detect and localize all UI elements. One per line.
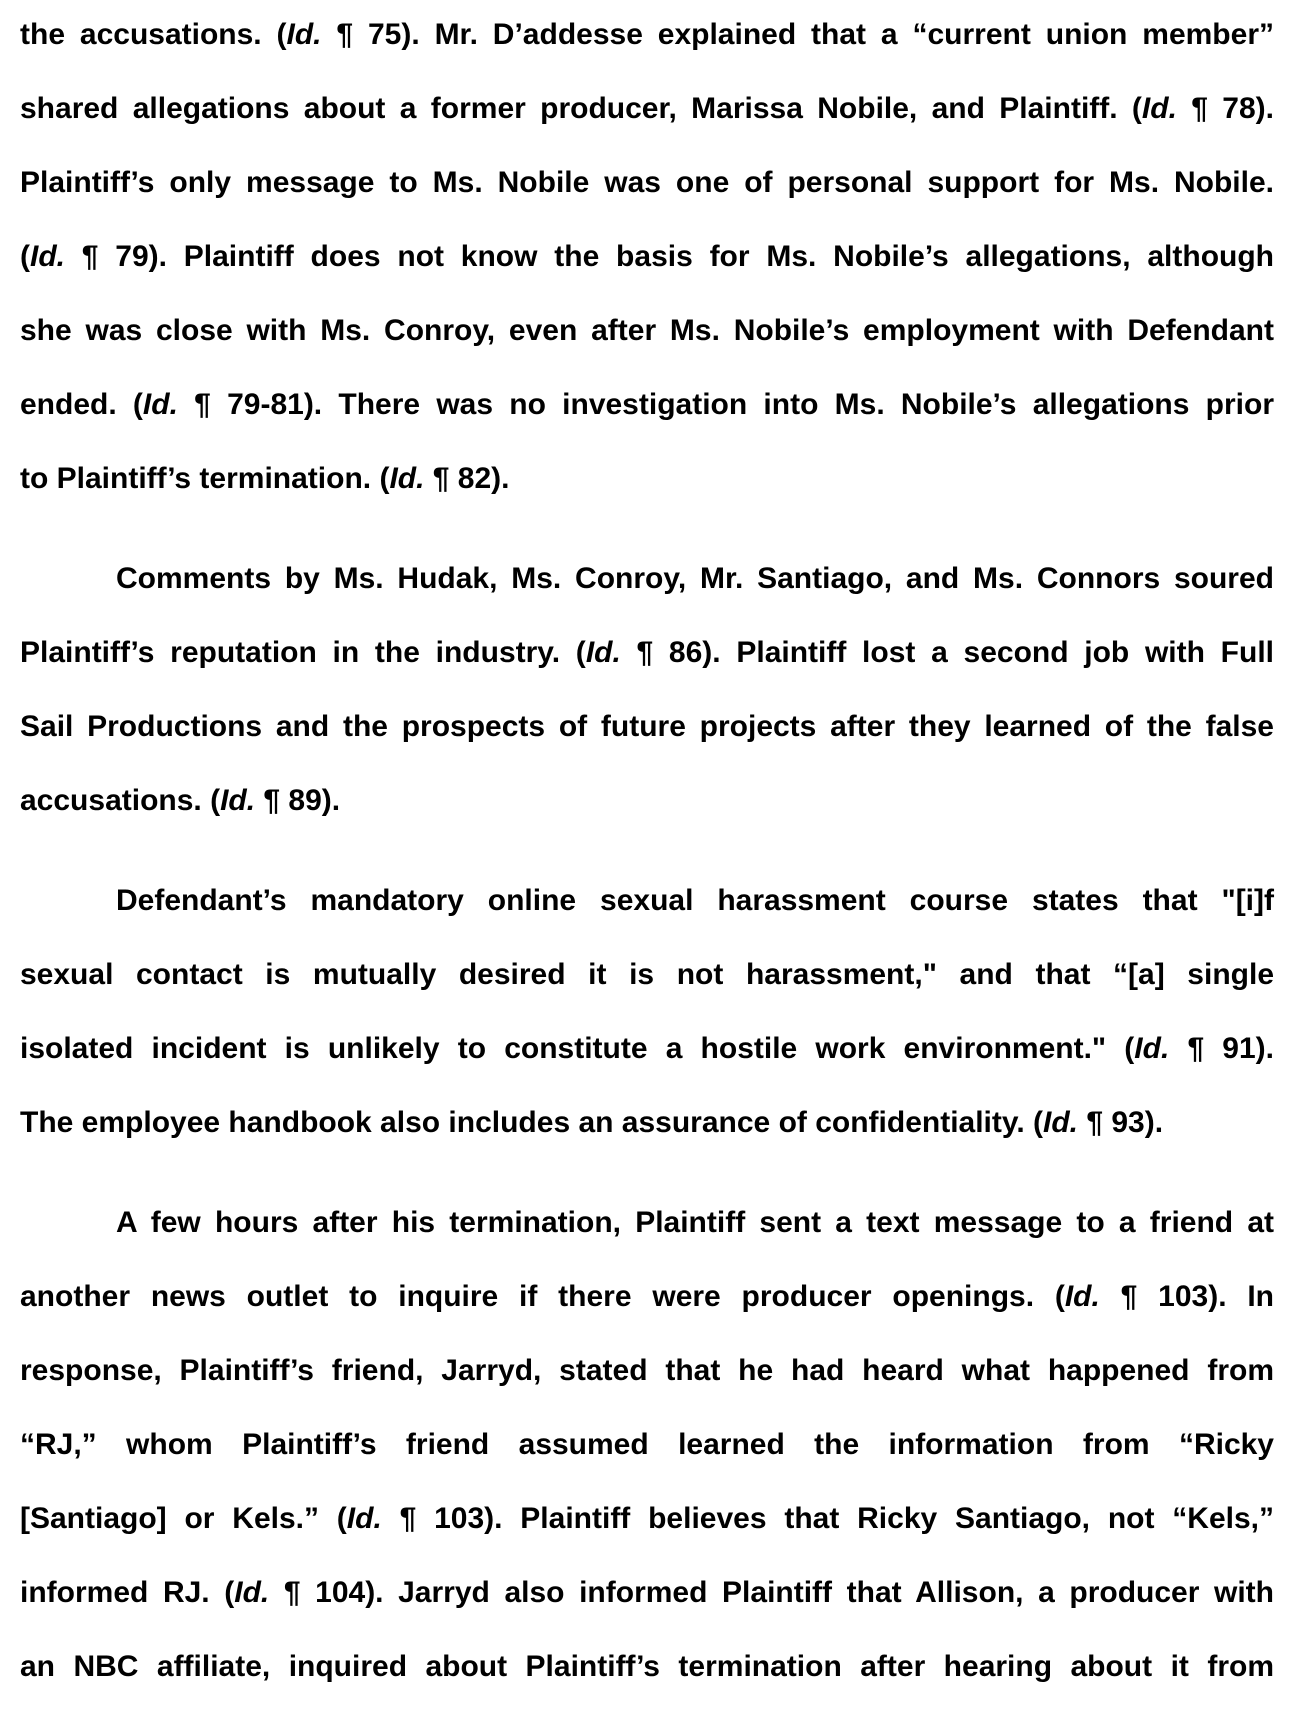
text-line: Plaintiff’s only message to Ms. Nobile was one of personal support for Ms. Nobile. <box>20 166 1274 199</box>
citation-id: Id. <box>142 388 178 421</box>
text-line: accusations. (Id. ¶ 89). <box>20 784 341 817</box>
text-line: The employee handbook also includes an assurance of confidentiality. (Id. ¶ 93). <box>20 1106 1164 1139</box>
paragraph-gap <box>20 838 1274 864</box>
citation-id: Id. <box>234 1576 270 1609</box>
text-line: “RJ,” whom Plaintiff’s friend assumed learned the information from “Ricky <box>20 1428 1274 1461</box>
text-line: sexual contact is mutually desired it is not harassment," and that “[a] single <box>20 958 1274 991</box>
paragraph-1 <box>20 0 1274 516</box>
citation-id: Id. <box>1064 1280 1100 1313</box>
citation-id: Id. <box>585 636 621 669</box>
text-line: isolated incident is unlikely to constitute a hostile work environment." (Id. ¶ 91). <box>20 1032 1274 1065</box>
text-line: Comments by Ms. Hudak, Ms. Conroy, Mr. Santiago, and Ms. Connors soured <box>116 562 1274 595</box>
citation-id: Id. <box>286 18 322 51</box>
paragraph-4 <box>20 1186 1274 1704</box>
citation-id: Id. <box>389 462 425 495</box>
citation-id: Id. <box>1043 1106 1079 1139</box>
text-line: response, Plaintiff’s friend, Jarryd, stated that he had heard what happened from <box>20 1354 1274 1387</box>
text-line: ended. (Id. ¶ 79-81). There was no investigation into Ms. Nobile’s allegations prior <box>20 388 1274 421</box>
paragraph-gap <box>20 516 1274 542</box>
text-line: informed RJ. (Id. ¶ 104). Jarryd also informed Plaintiff that Allison, a producer with <box>20 1576 1274 1609</box>
text-line: Plaintiff’s reputation in the industry. (Id. ¶ 86). Plaintiff lost a second job with Full <box>20 636 1274 669</box>
text-line: (Id. ¶ 79). Plaintiff does not know the basis for Ms. Nobile’s allegations, although <box>20 240 1274 273</box>
text-line: an NBC affiliate, inquired about Plaintiff’s termination after hearing about it from <box>20 1650 1274 1683</box>
text-line: the accusations. (Id. ¶ 75). Mr. D’addesse explained that a “current union member” <box>20 18 1274 51</box>
text-line: A few hours after his termination, Plaintiff sent a text message to a friend at <box>116 1206 1274 1239</box>
citation-id: Id. <box>220 784 256 817</box>
citation-id: Id. <box>30 240 65 273</box>
text-line: Defendant’s mandatory online sexual harassment course states that "[i]f <box>116 884 1274 917</box>
text-line: another news outlet to inquire if there were producer openings. (Id. ¶ 103). In <box>20 1280 1274 1313</box>
text-line: to Plaintiff’s termination. (Id. ¶ 82). <box>20 462 510 495</box>
document-page <box>20 0 1274 1704</box>
citation-id: Id. <box>1141 92 1177 125</box>
paragraph-3 <box>20 864 1274 1160</box>
text-line: [Santiago] or Kels.” (Id. ¶ 103). Plaintiff believes that Ricky Santiago, not “Kels,” <box>20 1502 1274 1535</box>
text-line: she was close with Ms. Conroy, even after Ms. Nobile’s employment with Defendant <box>20 314 1274 347</box>
paragraph-2 <box>20 542 1274 838</box>
paragraph-gap <box>20 1160 1274 1186</box>
citation-id: Id. <box>1134 1032 1170 1065</box>
text-line: Sail Productions and the prospects of future projects after they learned of the false <box>20 710 1274 743</box>
text-line: shared allegations about a former producer, Marissa Nobile, and Plaintiff. (Id. ¶ 78). <box>20 92 1274 125</box>
citation-id: Id. <box>346 1502 382 1535</box>
